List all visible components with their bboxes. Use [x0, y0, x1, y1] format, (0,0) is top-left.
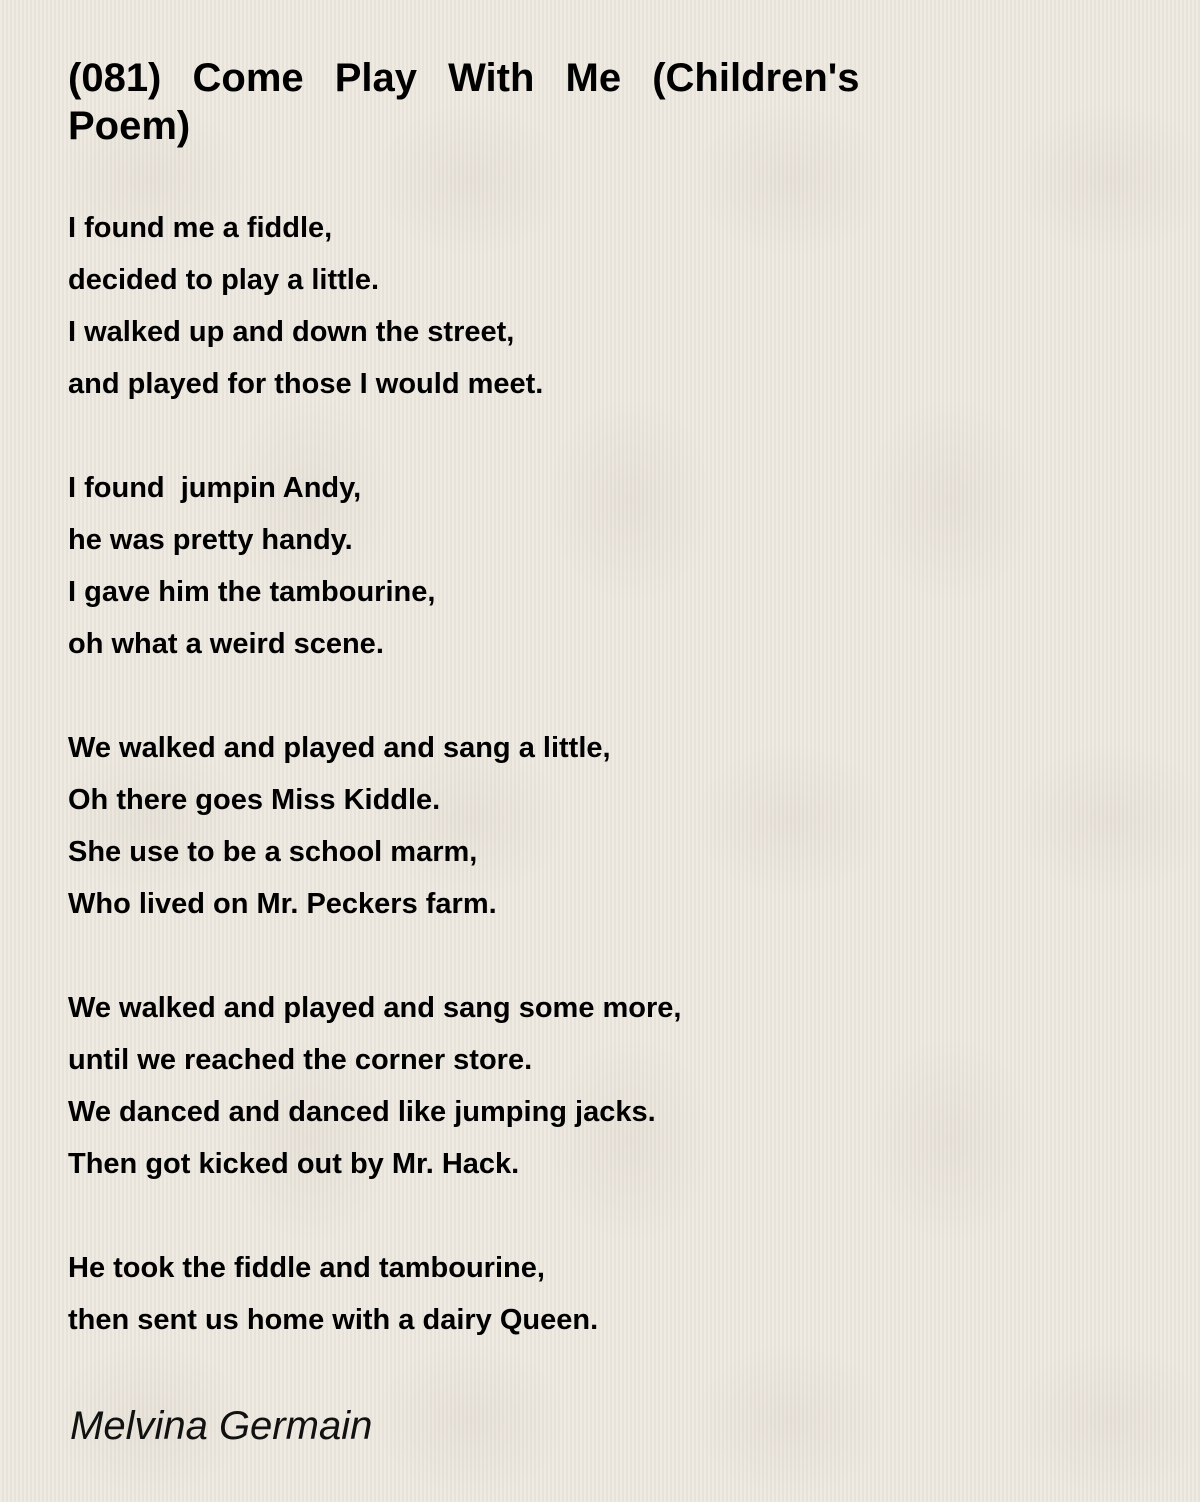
poem-line: She use to be a school marm, [68, 836, 478, 868]
poem-line: until we reached the corner store. [68, 1044, 533, 1076]
stanza-break [68, 410, 1068, 462]
poem-line: I gave him the tambourine, [68, 576, 436, 608]
poem-line: Oh there goes Miss Kiddle. [68, 784, 441, 816]
poem-line: I walked up and down the street, [68, 316, 515, 348]
poem-body [68, 202, 1068, 1346]
poem-card [68, 54, 1068, 1346]
poem-line: oh what a weird scene. [68, 628, 384, 660]
stanza-break [68, 1190, 1068, 1242]
stanza-break [68, 930, 1068, 982]
poem-line: I found me a fiddle, [68, 212, 333, 244]
poem-line: We walked and played and sang a little, [68, 732, 611, 764]
stanza-break [68, 670, 1068, 722]
poem-line: He took the fiddle and tambourine, [68, 1252, 545, 1284]
poem-line: decided to play a little. [68, 264, 380, 296]
poem-line: We danced and danced like jumping jacks. [68, 1096, 656, 1128]
poem-line: We walked and played and sang some more, [68, 992, 682, 1024]
poem-author: Melvina Germain [70, 1404, 373, 1448]
poem-line: Then got kicked out by Mr. Hack. [68, 1148, 520, 1180]
poem-line: and played for those I would meet. [68, 368, 544, 400]
poem-title: (081) Come Play With Me (Children's Poem) [68, 56, 860, 148]
poem-line: I found jumpin Andy, [68, 472, 362, 504]
poem-line: Who lived on Mr. Peckers farm. [68, 888, 497, 920]
poem-line: then sent us home with a dairy Queen. [68, 1304, 599, 1336]
poem-line: he was pretty handy. [68, 524, 353, 556]
